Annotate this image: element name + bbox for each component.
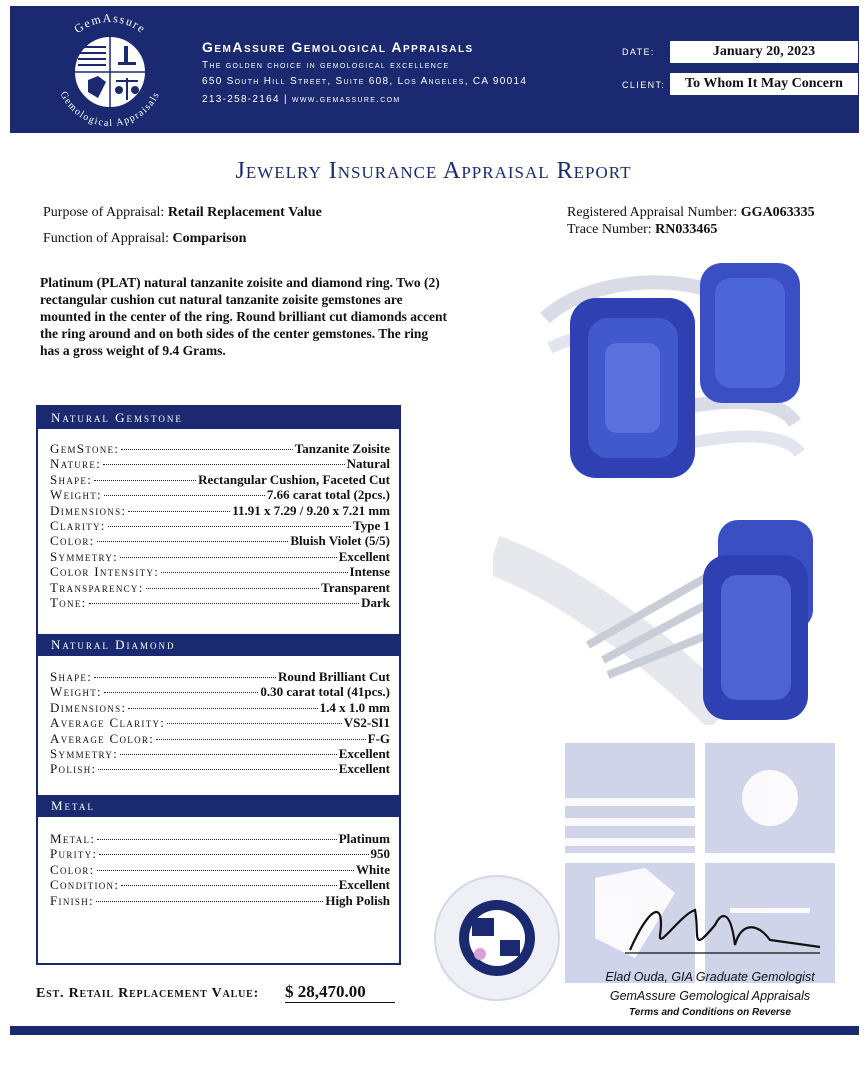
leader-dots (97, 541, 289, 542)
item-description: Platinum (PLAT) natural tanzanite zoisite and diamond ring. Two (2) rectangular cushion cut natural tanzanite zoisite gemstones are mounted in the center of the ring. Round brilliant cut diamonds accent the ring around and on both sides of the center gemstones. The ring has a gross weight of 9.4 Grams. (40, 275, 448, 358)
diamond-rows (50, 669, 390, 777)
row-label: Tone: (50, 594, 87, 610)
gemstone-row (50, 549, 390, 564)
row-label: Finish: (50, 892, 94, 908)
diamond-row (50, 669, 390, 684)
ring-photo-top (530, 258, 815, 493)
metal-row (50, 893, 390, 908)
row-label: Purity: (50, 846, 98, 862)
company-contact: 213-258-2164 | www.gemassure.com (202, 94, 401, 105)
registered-number-value: GGA063335 (740, 205, 815, 220)
details-panel (36, 405, 401, 965)
row-value: 950 (370, 846, 390, 862)
estimate-value: $ 28,470.00 (285, 982, 395, 1003)
diamond-row (50, 715, 390, 730)
diamond-row (50, 746, 390, 761)
row-value: 7.66 carat total (2pcs.) (266, 487, 390, 503)
diamond-row (50, 684, 390, 699)
row-value: High Polish (325, 892, 390, 908)
company-tagline: The golden choice in gemological excellence (202, 60, 450, 71)
leader-dots (128, 708, 317, 709)
purpose-label: Purpose of Appraisal: (43, 205, 165, 220)
row-label: Weight: (50, 684, 102, 700)
gemstone-row (50, 487, 390, 502)
row-value: 0.30 carat total (41pcs.) (260, 684, 390, 700)
row-value: Excellent (338, 745, 390, 761)
diamond-row (50, 731, 390, 746)
leader-dots (121, 449, 293, 450)
row-label: Polish: (50, 761, 97, 777)
row-label: GemStone: (50, 441, 120, 456)
row-value: VS2-SI1 (343, 715, 390, 731)
row-value: Excellent (338, 761, 390, 777)
gemstone-row (50, 441, 390, 456)
row-value: Type 1 (353, 517, 390, 533)
leader-dots (156, 739, 365, 740)
row-value: Excellent (338, 877, 390, 893)
row-label: Clarity: (50, 517, 106, 533)
leader-dots (128, 511, 230, 512)
client-field: To Whom It May Concern (670, 73, 858, 95)
gemstone-heading: Natural Gemstone (38, 407, 399, 429)
row-label: Symmetry: (50, 745, 119, 761)
leader-dots (94, 677, 276, 678)
trace-number-label: Trace Number: (567, 222, 652, 237)
gemstone-row (50, 595, 390, 610)
row-value: Intense (349, 564, 390, 580)
metal-rows (50, 831, 390, 908)
gemstone-row (50, 456, 390, 471)
trace-number-value: RN033465 (655, 222, 718, 237)
row-label: Transparency: (50, 579, 144, 595)
leader-dots (104, 692, 258, 693)
gemstone-row (50, 533, 390, 548)
row-value: Excellent (338, 548, 390, 564)
diamond-row (50, 700, 390, 715)
leader-dots (120, 557, 337, 558)
row-label: Dimensions: (50, 699, 127, 715)
leader-dots (161, 572, 347, 573)
trace-number-line (567, 222, 717, 238)
metal-row (50, 862, 390, 877)
header-bar (10, 6, 859, 133)
row-label: Dimensions: (50, 502, 127, 518)
row-label: Shape: (50, 669, 93, 684)
row-label: Color Intensity: (50, 564, 160, 580)
function-label: Function of Appraisal: (43, 231, 169, 246)
appraiser-name: Elad Ouda, GIA Graduate Gemologist (605, 970, 815, 984)
gemstone-row (50, 503, 390, 518)
logo-text-bottom: Gemological Appraisals (57, 89, 163, 130)
registered-number-label: Registered Appraisal Number: (567, 205, 738, 220)
row-value: Natural (346, 456, 390, 472)
row-label: Average Color: (50, 730, 155, 746)
leader-dots (89, 603, 360, 604)
row-value: Tanzanite Zoisite (294, 441, 390, 456)
purpose-line (43, 205, 322, 221)
leader-dots (108, 526, 351, 527)
leader-dots (96, 901, 323, 902)
diamond-row (50, 761, 390, 776)
client-label: CLIENT: (622, 80, 666, 90)
row-value: Dark (361, 594, 390, 610)
terms-note: Terms and Conditions on Reverse (629, 1007, 791, 1018)
row-value: F-G (367, 730, 390, 746)
row-value: Rectangular Cushion, Faceted Cut (198, 471, 390, 487)
diamond-heading: Natural Diamond (38, 634, 399, 656)
row-value: Bluish Violet (5/5) (290, 533, 390, 549)
gemstone-row (50, 518, 390, 533)
date-label: DATE: (622, 47, 655, 57)
row-value: Transparent (321, 579, 390, 595)
gemstone-rows (50, 441, 390, 610)
ring-photo-side (493, 515, 823, 725)
row-value: 1.4 x 1.0 mm (319, 699, 390, 715)
purpose-value: Retail Replacement Value (167, 205, 322, 220)
gemstone-row (50, 472, 390, 487)
row-label: Condition: (50, 877, 120, 893)
row-value: Platinum (338, 831, 390, 846)
leader-dots (94, 480, 196, 481)
row-label: Average Clarity: (50, 715, 166, 731)
leader-dots (146, 588, 319, 589)
leader-dots (98, 769, 336, 770)
company-name: GemAssure Gemological Appraisals (202, 39, 474, 55)
gemassure-logo (48, 10, 173, 130)
row-label: Color: (50, 861, 95, 877)
row-value: White (356, 861, 390, 877)
gemstone-row (50, 564, 390, 579)
row-label: Nature: (50, 456, 102, 472)
company-address: 650 South Hill Street, Suite 608, Los Angeles, CA 90014 (202, 76, 528, 87)
row-label: Weight: (50, 487, 102, 503)
appraiser-company: GemAssure Gemological Appraisals (609, 989, 811, 1003)
leader-dots (99, 854, 368, 855)
footer-bar (10, 1026, 859, 1035)
metal-row (50, 831, 390, 846)
row-label: Metal: (50, 831, 96, 846)
metal-row (50, 846, 390, 861)
svg-text:GemAssure (71, 11, 149, 36)
row-label: Symmetry: (50, 548, 119, 564)
function-value: Comparison (172, 231, 247, 246)
leader-dots (167, 723, 342, 724)
leader-dots (97, 839, 336, 840)
report-title: Jewelry Insurance Appraisal Report (235, 158, 632, 184)
signature (620, 895, 825, 965)
row-label: Color: (50, 533, 95, 549)
leader-dots (104, 495, 265, 496)
function-line (43, 231, 246, 247)
row-value: 11.91 x 7.29 / 9.20 x 7.21 mm (232, 502, 390, 518)
leader-dots (121, 885, 336, 886)
row-label: Shape: (50, 471, 93, 487)
registered-number-line (567, 205, 815, 221)
logo-text-top: GemAssure (71, 10, 149, 37)
row-value: Round Brilliant Cut (278, 669, 390, 684)
hologram-seal (420, 868, 575, 1008)
leader-dots (120, 754, 337, 755)
gemstone-row (50, 580, 390, 595)
leader-dots (103, 464, 345, 465)
date-field: January 20, 2023 (670, 41, 858, 63)
metal-row (50, 877, 390, 892)
leader-dots (97, 870, 354, 871)
estimate-label: Est. Retail Replacement Value: (36, 986, 260, 1001)
metal-heading: Metal (38, 795, 399, 817)
